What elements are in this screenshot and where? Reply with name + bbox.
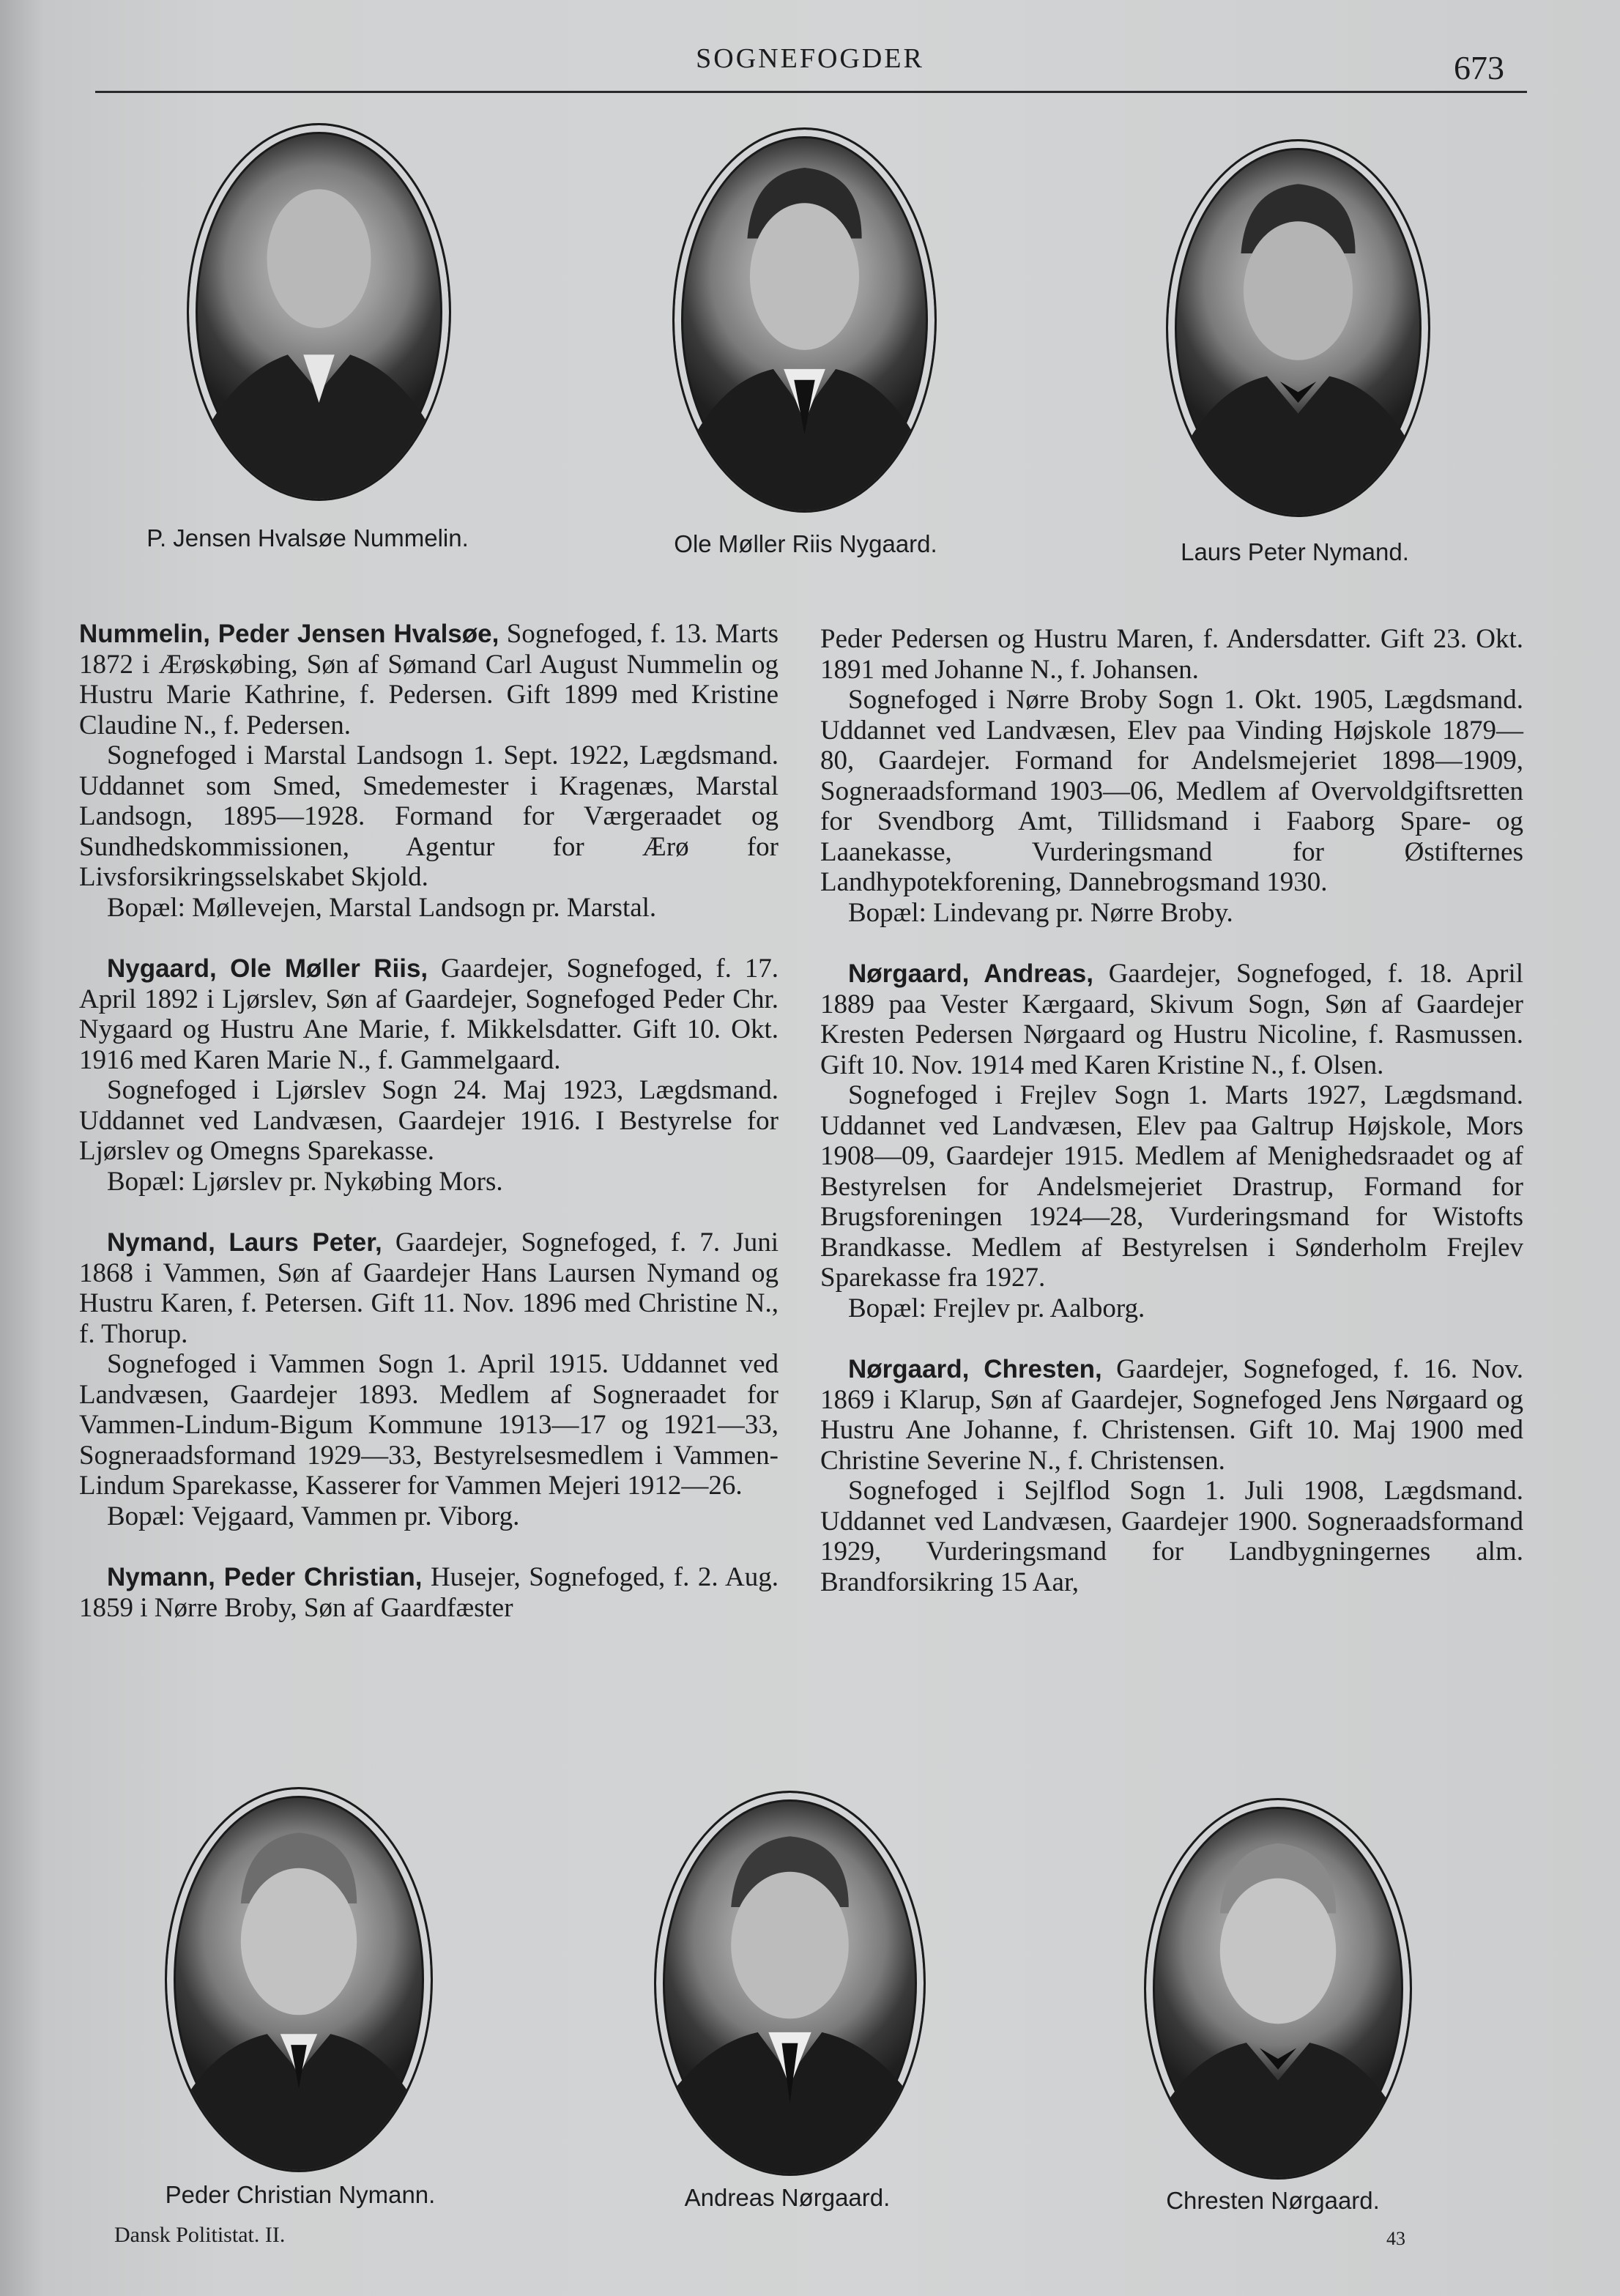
entry-intro: Gaardejer, Sognefoged, f. 16. Nov. 1869 i Klarup, Søn af Gaardejer, Sognefoged Jens Nørgaard og Hustru Ane Johanne, f. Christensen. Gift 10. Maj 1900 med Christine Severine N., f. Christensen. [820, 1354, 1524, 1476]
entry-nymand [79, 1227, 779, 1349]
entry-intro: Husejer, Sognefoged, f. 2. Aug. 1859 i Nørre Broby, Søn af Gaardfæster [79, 1562, 779, 1623]
entry-name: Nørgaard, Andreas, [848, 959, 1093, 988]
entry-nygaard [79, 954, 779, 1075]
portrait-silhouette [1146, 1800, 1410, 2177]
portrait-norgaard-chresten [1144, 1798, 1412, 2180]
portrait-nymand [1166, 139, 1430, 517]
entry-residence: Bopæl: Vejgaard, Vammen pr. Viborg. [107, 1501, 520, 1531]
portrait-norgaard-andreas [654, 1791, 926, 2176]
caption-norgaard-andreas: Andreas Nørgaard. [684, 2184, 891, 2211]
portrait-silhouette [167, 1789, 431, 2170]
entry-norgaard-chresten [820, 1354, 1523, 1476]
entry-career: Sognefoged i Vammen Sogn 1. April 1915. Uddannet ved Landvæsen, Gaardejer 1893. Medlem af Sogneraadet for Vammen-Lindum-Bigum Kommune 1913—17 og 1921—33, Sogneraadsformand 1929—33, Bestyrelsesmedlem i Vammen-Lindum Sparekasse, Kasserer for Vammen Mejeri 1912—26. [79, 1349, 779, 1501]
portrait-silhouette [189, 125, 449, 499]
entry-name: Nymand, Laurs Peter, [107, 1228, 382, 1257]
entry-career: Sognefoged i Frejlev Sogn 1. Marts 1927, Lægdsmand. Uddannet ved Landvæsen, Elev paa Galtrup Højskole, Mors 1908—09, Gaardejer 1915. Medlem af Menighedsraadet og af Bestyrelsen for Andelsmejeriet Drastrup, Formand for Brugsforeningen 1924—28, Vurderingsmand for Wistofts Brandkasse. Medlem af Bestyrelsen i Sønderholm Frejlev Sparekasse fra 1927. [820, 1080, 1523, 1293]
entry-residence: Bopæl: Ljørslev pr. Nykøbing Mors. [107, 1166, 503, 1197]
caption-nummelin: P. Jensen Hvalsøe Nummelin. [146, 524, 469, 551]
entry-career: Sognefoged i Nørre Broby Sogn 1. Okt. 1905, Lægdsmand. Uddannet ved Landvæsen, Elev paa Vinding Højskole 1879—80, Gaardejer. Formand for Andelsmejeriet 1898—1909, Sogneraadsformand 1903—06, Medlem af Overvoldgiftsretten for Svendborg Amt, Tillidsmand i Faaborg Spare- og Laanekasse, Vurderingsmand for Østifternes Landhypotekforening, Dannebrogsmand 1930. [820, 685, 1523, 897]
header-rule [95, 91, 1527, 93]
entry-residence: Bopæl: Møllevejen, Marstal Landsogn pr. Marstal. [107, 892, 657, 923]
entry-residence: Bopæl: Lindevang pr. Nørre Broby. [848, 897, 1233, 928]
entry-intro: Gaardejer, Sognefoged, f. 17. April 1892 i Ljørslev, Søn af Gaardejer, Sognefoged Peder Chr. Nygaard og Hustru Ane Marie, f. Mikkelsdatter. Gift 10. Okt. 1916 med Karen Marie N., f. Gammelgaard. [79, 954, 779, 1075]
running-head: SOGNEFOGDER [696, 43, 924, 74]
entry-career: Sognefoged i Ljørslev Sogn 24. Maj 1923, Lægdsmand. Uddannet ved Landvæsen, Gaardejer 1916. I Bestyrelse for Ljørslev og Omegns Sparekasse. [79, 1075, 779, 1166]
entry-name: Nummelin, Peder Jensen Hvalsøe, [79, 620, 499, 648]
caption-norgaard-chresten: Chresten Nørgaard. [1166, 2187, 1380, 2214]
entry-nymann-continued: Peder Pedersen og Hustru Maren, f. Andersdatter. Gift 23. Okt. 1891 med Johanne N., f. Johansen. [820, 624, 1523, 685]
footer-volume: Dansk Politistat. II. [114, 2223, 286, 2247]
portrait-nygaard [672, 127, 937, 513]
entry-nummelin [79, 619, 779, 740]
footer-signature: 43 [1386, 2228, 1405, 2249]
portrait-silhouette [1168, 141, 1428, 515]
entry-name: Nygaard, Ole Møller Riis, [107, 954, 428, 983]
portrait-silhouette [656, 1793, 924, 2174]
page-number: 673 [1454, 49, 1504, 86]
entry-name: Nørgaard, Chresten, [848, 1355, 1102, 1383]
caption-nymand: Laurs Peter Nymand. [1181, 538, 1409, 565]
left-column [79, 619, 779, 1623]
entry-intro: Gaardejer, Sognefoged, f. 7. Juni 1868 i Vammen, Søn af Gaardejer Hans Laursen Nymand og Hustru Karen, f. Petersen. Gift 11. Nov. 1896 med Christine N., f. Thorup. [79, 1227, 779, 1349]
entry-intro: Sognefoged, f. 13. Marts 1872 i Ærøskøbing, Søn af Sømand Carl August Nummelin og Hustru Marie Kathrine, f. Pedersen. Gift 1899 med Kristine Claudine N., f. Pedersen. [79, 619, 779, 740]
entry-intro: Gaardejer, Sognefoged, f. 18. April 1889 paa Vester Kærgaard, Skivum Sogn, Søn af Gaardejer Kresten Pedersen Nørgaard og Hustru Nicoline, f. Rasmussen. Gift 10. Nov. 1914 med Karen Kristine N., f. Olsen. [820, 959, 1524, 1080]
portrait-nymann [165, 1787, 433, 2172]
portrait-silhouette [675, 130, 935, 510]
entry-career: Sognefoged i Sejlflod Sogn 1. Juli 1908, Lægdsmand. Uddannet ved Landvæsen, Gaardejer 1900. Sogneraadsformand 1929, Vurderingsmand for Landbygningernes alm. Brandforsikring 15 Aar, [820, 1476, 1523, 1597]
caption-nygaard: Ole Møller Riis Nygaard. [674, 530, 937, 557]
entry-name: Nymann, Peder Christian, [107, 1563, 423, 1591]
caption-nymann: Peder Christian Nymann. [165, 2181, 436, 2208]
entry-nymann [79, 1562, 779, 1623]
entry-residence: Bopæl: Frejlev pr. Aalborg. [848, 1293, 1145, 1323]
right-column [820, 624, 1523, 1597]
portrait-nummelin [187, 123, 451, 501]
entry-career: Sognefoged i Marstal Landsogn 1. Sept. 1922, Lægdsmand. Uddannet som Smed, Smedemester i Kragenæs, Marstal Landsogn, 1895—1928. Formand for Værgeraadet og Sundhedskommissionen, Agentur for Ærø for Livsforsikringsselskabet Skjold. [79, 740, 779, 892]
entry-norgaard-andreas [820, 959, 1523, 1080]
